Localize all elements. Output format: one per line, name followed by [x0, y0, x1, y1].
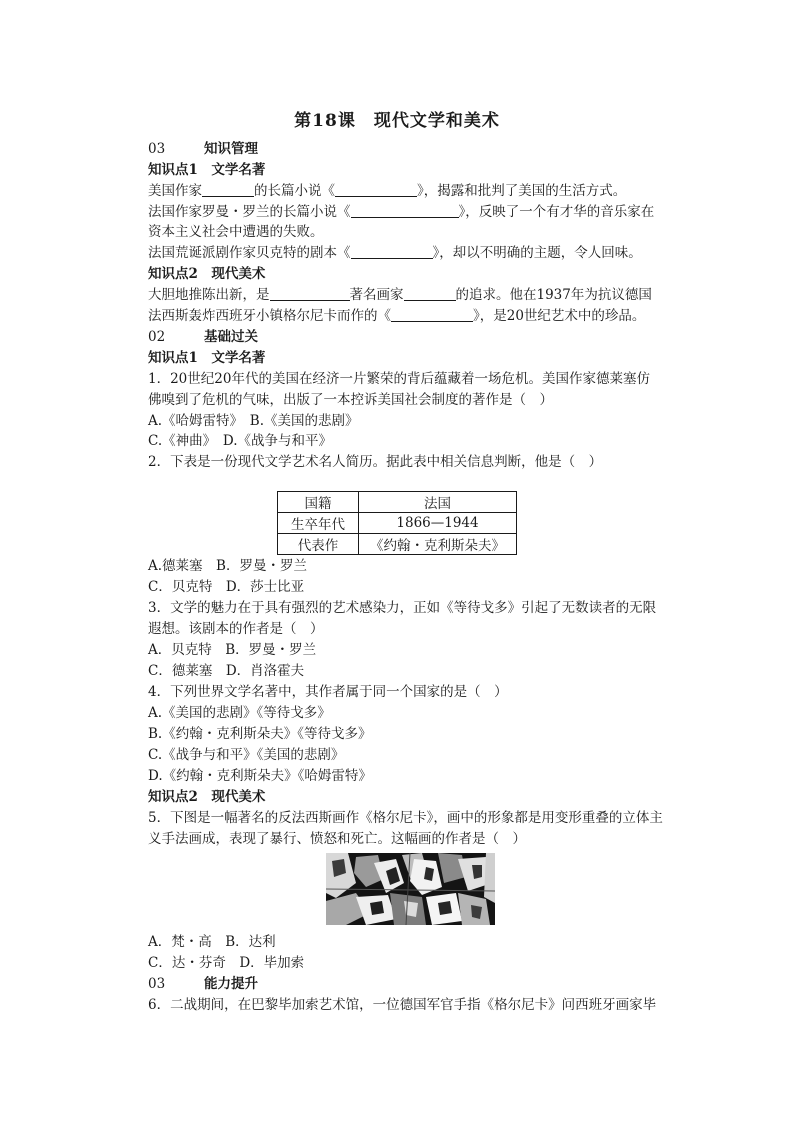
guernica-painting-graphic	[326, 853, 495, 925]
question-6-line-1: 6．二战期间，在巴黎毕加索艺术馆，一位德国军官手指《格尔尼卡》问西班牙画家毕	[148, 997, 657, 1013]
fill-blank[interactable]	[351, 203, 459, 218]
question-4-option-a[interactable]: A.《美国的悲剧》《等待戈多》	[148, 705, 331, 721]
question-4-option-d[interactable]: D.《约翰・克利斯朵夫》《哈姆雷特》	[148, 768, 372, 784]
knowledge-line-1: 美国作家 的长篇小说《 》，揭露和批判了美国的生活方式。	[148, 183, 627, 199]
question-1-line-2: 佛嗅到了危机的气味，出版了一本控诉美国社会制度的著作是（ ）	[148, 392, 553, 408]
lesson-title: 第18课 现代文学和美术	[294, 111, 500, 131]
section-heading-basic: 02 基础过关	[148, 329, 258, 345]
knowledge-line-5: 大胆地推陈出新，是 著名画家 的追求。他在1937年为抗议德国	[148, 287, 652, 303]
fill-blank[interactable]	[391, 307, 473, 322]
knowledge-line-6: 法西斯轰炸西班牙小镇格尔尼卡而作的《 》，是20世纪艺术中的珍品。	[148, 308, 646, 324]
question-4: 4．下列世界文学名著中，其作者属于同一个国家的是（ ）	[148, 684, 508, 700]
table-row: 国籍 法国	[278, 492, 517, 513]
question-3-options-2[interactable]: C．德莱塞 D．肖洛霍夫	[148, 663, 305, 679]
fill-blank[interactable]	[202, 182, 254, 197]
question-3-line-1: 3．文学的魅力在于具有强烈的艺术感染力，正如《等待戈多》引起了无数读者的无限	[148, 600, 657, 616]
question-2-options-2[interactable]: C．贝克特 D．莎士比亚	[148, 579, 305, 595]
fill-blank[interactable]	[404, 286, 456, 301]
question-1-options-2[interactable]: C.《神曲》 D.《战争与和平》	[148, 433, 333, 449]
question-2: 2．下表是一份现代文学艺术名人简历。据此表中相关信息判断，他是（ ）	[148, 454, 603, 470]
question-4-option-b[interactable]: B.《约翰・克利斯朵夫》《等待戈多》	[148, 726, 372, 742]
knowledge-line-2: 法国作家罗曼・罗兰的长篇小说《 》，反映了一个有才华的音乐家在	[148, 204, 655, 220]
knowledge-point-1: 知识点1 文学名著	[148, 162, 266, 178]
fill-blank[interactable]	[351, 244, 433, 259]
question-1-line-1: 1．20世纪20年代的美国在经济一片繁荣的背后蕴藏着一场危机。美国作家德莱塞仿	[148, 371, 650, 387]
biography-table	[277, 491, 517, 555]
fill-blank[interactable]	[335, 182, 417, 197]
question-3-line-2: 遐想。该剧本的作者是（ ）	[148, 621, 324, 637]
section-heading-knowledge: 03 知识管理	[148, 141, 258, 157]
question-3-options-1[interactable]: A．贝克特 B．罗曼・罗兰	[148, 642, 317, 658]
knowledge-line-4: 法国荒诞派剧作家贝克特的剧本《 》，却以不明确的主题，令人回味。	[148, 245, 642, 261]
question-5-options-2[interactable]: C．达・芬奇 D．毕加索	[148, 955, 305, 971]
question-5-line-1: 5．下图是一幅著名的反法西斯画作《格尔尼卡》，画中的形象都是用变形重叠的立体主	[148, 810, 663, 826]
fill-blank[interactable]	[270, 286, 350, 301]
question-1-options-1[interactable]: A.《哈姆雷特》 B.《美国的悲剧》	[148, 413, 359, 429]
guernica-painting-image	[326, 853, 495, 925]
question-5-line-2: 义手法画成，表现了暴行、愤怒和死亡。这幅画的作者是（ ）	[148, 831, 526, 847]
knowledge-line-3: 资本主义社会中遭遇的失败。	[148, 224, 324, 240]
question-2-options-1[interactable]: A.德莱塞 B．罗曼・罗兰	[148, 558, 307, 574]
section-heading-ability: 03 能力提升	[148, 976, 258, 992]
basic-point-2: 知识点2 现代美术	[148, 789, 266, 805]
basic-point-1: 知识点1 文学名著	[148, 350, 266, 366]
table-row: 生卒年代 1866—1944	[278, 513, 517, 534]
question-4-option-c[interactable]: C.《战争与和平》《美国的悲剧》	[148, 747, 345, 763]
knowledge-point-2: 知识点2 现代美术	[148, 266, 266, 282]
table-row: 代表作 《约翰・克利斯朵夫》	[278, 534, 517, 555]
question-5-options-1[interactable]: A．梵・高 B．达利	[148, 934, 276, 950]
